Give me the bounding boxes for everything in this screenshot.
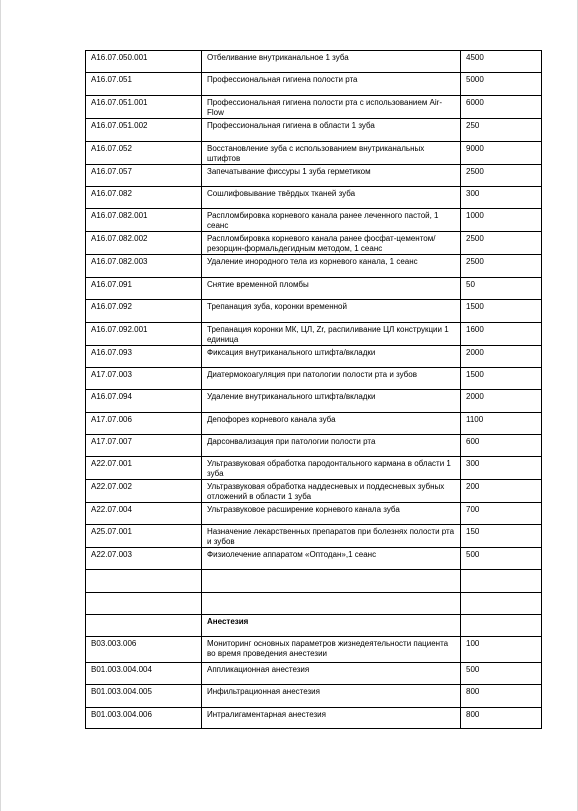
service-price-cell: 600 <box>461 435 542 457</box>
service-code-cell: A16.07.082.003 <box>86 255 202 278</box>
table-row <box>86 278 542 300</box>
service-name-cell: Депофорез корневого канала зуба <box>202 413 461 435</box>
table-row <box>86 413 542 435</box>
table-row <box>86 165 542 187</box>
table-row <box>86 525 542 548</box>
service-name-cell: Распломбировка корневого канала ранее фосфат-цементом/резорцин-формальдегидным методом, 1 сеанс <box>202 232 461 255</box>
table-row <box>86 187 542 209</box>
service-price-cell: 2000 <box>461 390 542 413</box>
table-row <box>86 73 542 96</box>
service-name-cell: Запечатывание фиссуры 1 зуба герметиком <box>202 165 461 187</box>
service-code-cell: A16.07.094 <box>86 390 202 413</box>
service-price-cell: 200 <box>461 480 542 503</box>
service-name-cell: Снятие временной пломбы <box>202 278 461 300</box>
service-code-cell: B01.003.004.005 <box>86 685 202 708</box>
service-code-cell: A16.07.082.001 <box>86 209 202 232</box>
service-code-cell: A16.07.092 <box>86 300 202 323</box>
table-row <box>86 663 542 685</box>
service-code-cell <box>86 593 202 615</box>
service-code-cell: A16.07.051 <box>86 73 202 96</box>
service-code-cell: A16.07.093 <box>86 346 202 368</box>
service-name-cell: Ультразвуковое расширение корневого канала зуба <box>202 503 461 525</box>
service-price-cell: 1600 <box>461 323 542 346</box>
table-row <box>86 368 542 390</box>
service-code-cell: A17.07.006 <box>86 413 202 435</box>
service-price-cell <box>461 593 542 615</box>
table-row <box>86 457 542 480</box>
service-code-cell: A16.07.082.002 <box>86 232 202 255</box>
service-price-cell: 500 <box>461 548 542 570</box>
service-name-cell: Профессиональная гигиена в области 1 зуба <box>202 119 461 142</box>
table-row <box>86 323 542 346</box>
table-row <box>86 390 542 413</box>
service-code-cell: A16.07.082 <box>86 187 202 209</box>
service-code-cell: B03.003.006 <box>86 637 202 663</box>
service-code-cell: A17.07.003 <box>86 368 202 390</box>
service-name-cell: Фиксация внутриканального штифта/вкладки <box>202 346 461 368</box>
service-name-cell: Восстановление зуба с использованием внутриканальных штифтов <box>202 142 461 165</box>
service-price-cell: 1000 <box>461 209 542 232</box>
service-name-cell: Физиолечение аппаратом «Оптодан»,1 сеанс <box>202 548 461 570</box>
service-price-cell: 6000 <box>461 96 542 119</box>
service-price-cell: 250 <box>461 119 542 142</box>
service-name-cell: Профессиональная гигиена полости рта <box>202 73 461 96</box>
service-price-cell <box>461 570 542 593</box>
table-row <box>86 119 542 142</box>
service-price-cell: 800 <box>461 708 542 729</box>
service-price-cell: 9000 <box>461 142 542 165</box>
service-code-cell: A16.07.057 <box>86 165 202 187</box>
service-price-cell: 2500 <box>461 165 542 187</box>
service-price-cell: 1500 <box>461 368 542 390</box>
service-name-cell: Трепанация коронки МК, ЦЛ, Zr, распиливание ЦЛ конструкции 1 единица <box>202 323 461 346</box>
service-code-cell: B01.003.004.006 <box>86 708 202 729</box>
service-name-cell: Аппликационная анестезия <box>202 663 461 685</box>
service-price-cell: 500 <box>461 663 542 685</box>
table-row <box>86 593 542 615</box>
service-price-cell: 1500 <box>461 300 542 323</box>
service-name-cell: Сошлифовывание твёрдых тканей зуба <box>202 187 461 209</box>
service-price-cell: 150 <box>461 525 542 548</box>
table-row <box>86 142 542 165</box>
table-row <box>86 255 542 278</box>
service-code-cell <box>86 570 202 593</box>
service-name-cell: Интралигаментарная анестезия <box>202 708 461 729</box>
service-name-cell: Дарсонвализация при патологии полости рта <box>202 435 461 457</box>
service-code-cell: A22.07.001 <box>86 457 202 480</box>
service-name-cell: Инфильтрационная анестезия <box>202 685 461 708</box>
table-row <box>86 51 542 73</box>
service-name-cell: Назначение лекарственных препаратов при болезнях полости рта и зубов <box>202 525 461 548</box>
service-price-cell: 300 <box>461 457 542 480</box>
price-table <box>85 50 542 729</box>
service-code-cell: A16.07.051.002 <box>86 119 202 142</box>
service-price-cell: 300 <box>461 187 542 209</box>
service-name-cell <box>202 570 461 593</box>
service-price-cell: 50 <box>461 278 542 300</box>
table-row <box>86 346 542 368</box>
service-code-cell: A16.07.051.001 <box>86 96 202 119</box>
section-empty-cell <box>86 615 202 637</box>
table-row <box>86 637 542 663</box>
table-row <box>86 435 542 457</box>
service-price-cell: 100 <box>461 637 542 663</box>
service-price-cell: 2500 <box>461 232 542 255</box>
service-price-cell: 4500 <box>461 51 542 73</box>
table-row <box>86 570 542 593</box>
service-name-cell: Отбеливание внутриканальное 1 зуба <box>202 51 461 73</box>
service-code-cell: A17.07.007 <box>86 435 202 457</box>
table-row <box>86 96 542 119</box>
service-code-cell: A16.07.092.001 <box>86 323 202 346</box>
service-name-cell: Удаление инородного тела из корневого канала, 1 сеанс <box>202 255 461 278</box>
service-code-cell: A16.07.050.001 <box>86 51 202 73</box>
table-row <box>86 685 542 708</box>
section-title: Анестезия <box>202 615 461 637</box>
service-price-cell: 5000 <box>461 73 542 96</box>
service-name-cell: Распломбировка корневого канала ранее леченного пастой, 1 сеанс <box>202 209 461 232</box>
service-name-cell: Диатермокоагуляция при патологии полости рта и зубов <box>202 368 461 390</box>
service-code-cell: A25.07.001 <box>86 525 202 548</box>
service-code-cell: A22.07.002 <box>86 480 202 503</box>
table-row <box>86 300 542 323</box>
table-row <box>86 232 542 255</box>
section-header-row <box>86 615 542 637</box>
table-row <box>86 548 542 570</box>
table-row <box>86 708 542 729</box>
service-name-cell: Удаление внутриканального штифта/вкладки <box>202 390 461 413</box>
table-row <box>86 209 542 232</box>
table-row <box>86 480 542 503</box>
service-code-cell: B01.003.004.004 <box>86 663 202 685</box>
table-row <box>86 503 542 525</box>
service-price-cell: 1100 <box>461 413 542 435</box>
service-name-cell: Мониторинг основных параметров жизнедеятельности пациента во время проведения анестезии <box>202 637 461 663</box>
service-code-cell: A16.07.091 <box>86 278 202 300</box>
service-name-cell <box>202 593 461 615</box>
service-code-cell: A22.07.003 <box>86 548 202 570</box>
service-name-cell: Ультразвуковая обработка наддесневых и поддесневых зубных отложений в области 1 зуба <box>202 480 461 503</box>
service-code-cell: A22.07.004 <box>86 503 202 525</box>
service-name-cell: Ультразвуковая обработка пародонтального кармана в области 1 зуба <box>202 457 461 480</box>
service-price-cell: 2000 <box>461 346 542 368</box>
service-price-cell: 2500 <box>461 255 542 278</box>
service-name-cell: Трепанация зуба, коронки временной <box>202 300 461 323</box>
service-price-cell: 800 <box>461 685 542 708</box>
service-name-cell: Профессиональная гигиена полости рта с использованием Air- Flow <box>202 96 461 119</box>
service-price-cell: 700 <box>461 503 542 525</box>
service-code-cell: A16.07.052 <box>86 142 202 165</box>
section-empty-cell <box>461 615 542 637</box>
